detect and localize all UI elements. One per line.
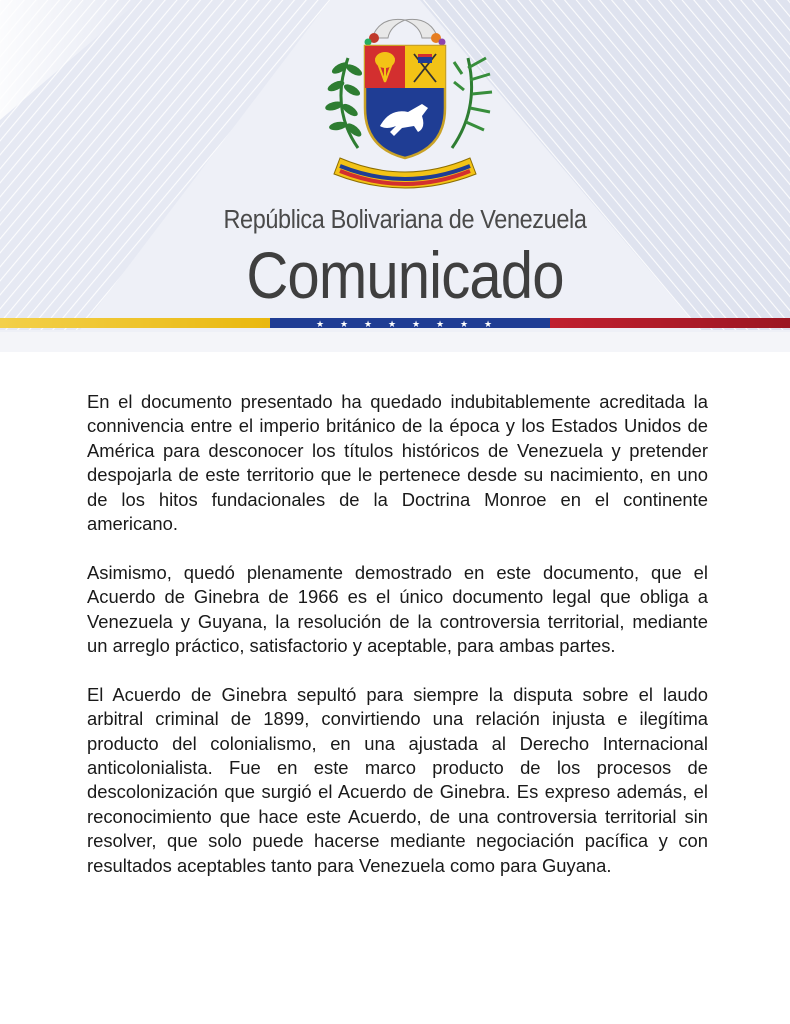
svg-text:★: ★ bbox=[316, 320, 325, 330]
svg-text:★: ★ bbox=[388, 320, 397, 330]
flag-color-stripe bbox=[0, 318, 790, 332]
svg-text:★: ★ bbox=[412, 320, 421, 330]
page-title: Comunicado bbox=[246, 238, 564, 312]
svg-text:★: ★ bbox=[436, 320, 445, 330]
venezuela-coat-of-arms-icon bbox=[310, 8, 500, 200]
svg-text:★: ★ bbox=[484, 320, 493, 330]
communique-body bbox=[87, 390, 708, 902]
paragraph-1: En el documento presentado ha quedado indubitablemente acreditada la connivencia entre el imperio británico de la época y los Estados Unidos de América para desconocer los títulos históricos de Venezuela y pretender despojarla de este territorio que le pertenece desde su nacimiento, en uno de los hitos fundacionales de la Doctrina Monroe en el continente americano. bbox=[87, 391, 708, 535]
svg-text:★: ★ bbox=[364, 320, 373, 330]
paragraph-3: El Acuerdo de Ginebra sepultó para siempre la disputa sobre el laudo arbitral criminal de 1899, convirtiendo una relación injusta e ilegítima producto del colonialismo, en una ajustada al Derecho Internacional anticolonialista. Fue en este marco producto de los procesos de descolonización que surgió el Acuerdo de Ginebra. Es expreso además, el reconocimiento que hace este Acuerdo, de una controversia territorial sin resolver, que solo puede hacerse mediante negociación pacífica y con resultados aceptables tanto para Venezuela como para Guyana. bbox=[87, 683, 708, 876]
paragraph-2: Asimismo, quedó plenamente demostrado en este documento, que el Acuerdo de Ginebra de 1966 es el único documento legal que obliga a Venezuela y Guyana, la resolución de la controversia territorial, mediante un arreglo práctico, satisfactorio y aceptable, para ambas partes. bbox=[87, 561, 708, 657]
svg-text:★: ★ bbox=[460, 320, 469, 330]
letterhead bbox=[0, 0, 790, 352]
svg-text:★: ★ bbox=[340, 320, 349, 330]
government-name: República Bolivariana de Venezuela bbox=[223, 206, 587, 234]
